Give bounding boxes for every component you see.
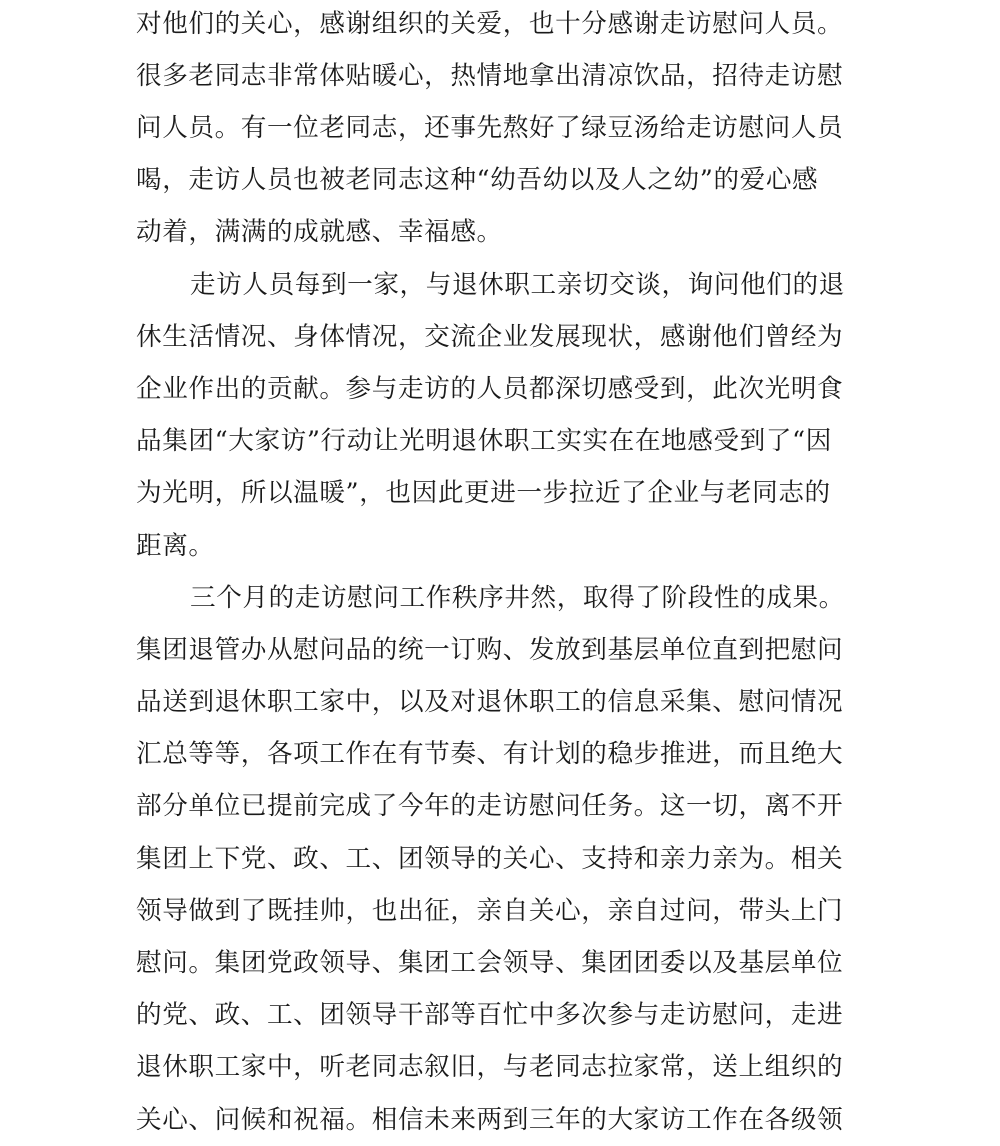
text-line: 退休职工家中，听老同志叙旧，与老同志拉家常，送上组织的	[136, 1052, 844, 1082]
text-line: 问人员。有一位老同志，还事先熬好了绿豆汤给走访慰问人员	[136, 113, 844, 143]
document-page	[136, 0, 864, 1146]
text-line: 集团上下党、政、工、团领导的关心、支持和亲力亲为。相关	[136, 844, 844, 874]
text-line: 为光明，所以温暖”，也因此更进一步拉近了企业与老同志的	[136, 478, 831, 508]
paragraph-first-line: 走访人员每到一家，与退休职工亲切交谈，询问他们的退	[190, 270, 845, 300]
text-line: 企业作出的贡献。参与走访的人员都深切感受到，此次光明食	[136, 374, 844, 404]
text-line: 关心、问候和祝福。相信未来两到三年的大家访工作在各级领	[136, 1105, 844, 1135]
text-line: 休生活情况、身体情况，交流企业发展现状，感谢他们曾经为	[136, 322, 844, 352]
text-line: 慰问。集团党政领导、集团工会领导、集团团委以及基层单位	[136, 948, 844, 978]
text-line: 品集团“大家访”行动让光明退休职工实实在在地感受到了“因	[136, 426, 832, 456]
text-line: 汇总等等，各项工作在有节奏、有计划的稳步推进，而且绝大	[136, 739, 844, 769]
text-line: 动着，满满的成就感、幸福感。	[136, 217, 503, 247]
text-line: 距离。	[136, 531, 215, 561]
paragraph-first-line: 三个月的走访慰问工作秩序井然，取得了阶段性的成果。	[190, 583, 845, 613]
text-line: 集团退管办从慰问品的统一订购、发放到基层单位直到把慰问	[136, 635, 844, 665]
text-line: 领导做到了既挂帅，也出征，亲自关心，亲自过问，带头上门	[136, 896, 844, 926]
text-line: 很多老同志非常体贴暖心，热情地拿出清凉饮品，招待走访慰	[136, 61, 844, 91]
text-line: 的党、政、工、团领导干部等百忙中多次参与走访慰问，走进	[136, 1000, 844, 1030]
text-line: 品送到退休职工家中，以及对退休职工的信息采集、慰问情况	[136, 687, 844, 717]
text-line: 喝，走访人员也被老同志这种“幼吾幼以及人之幼”的爱心感	[136, 165, 819, 195]
text-line: 对他们的关心，感谢组织的关爱，也十分感谢走访慰问人员。	[136, 9, 844, 39]
text-line: 部分单位已提前完成了今年的走访慰问任务。这一切，离不开	[136, 791, 844, 821]
